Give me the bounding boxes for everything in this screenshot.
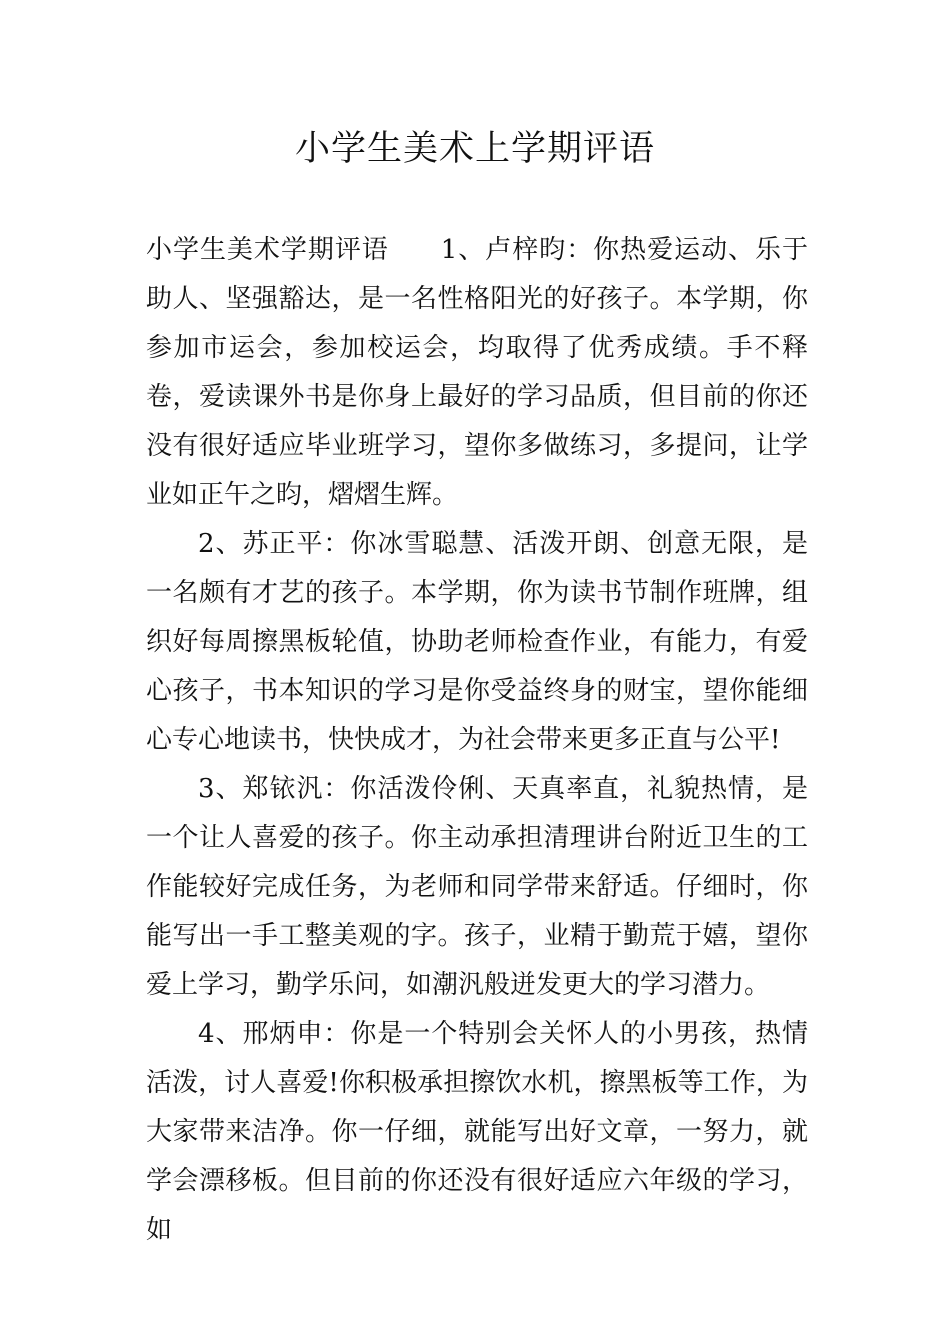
paragraph-1 xyxy=(146,226,808,520)
document-title: 小学生美术上学期评语 xyxy=(294,129,655,169)
paragraph-3: 3、郑铱汎：你活泼伶俐、天真率直，礼貌热情，是一个让人喜爱的孩子。你主动承担清理讲台附近卫生的工作能较好完成任务，为老师和同学带来舒适。仔细时，你能写出一手工整美观的字。孩子，业精于勤荒于嬉，望你爱上学习，勤学乐问，如潮汎般迸发更大的学习潜力。 xyxy=(146,774,808,1000)
paragraph-2: 2、苏正平：你冰雪聪慧、活泼开朗、创意无限，是一名颇有才艺的孩子。本学期，你为读书节制作班牌，组织好每周擦黑板轮值，协助老师检查作业，有能力，有爱心孩子，书本知识的学习是你受益终身的财宝，望你能细心专心地读书，快快成才，为社会带来更多正直与公平! xyxy=(146,529,808,755)
comment-text-1: 1、卢梓昀：你热爱运动、乐于助人、坚强豁达，是一名性格阳光的好孩子。本学期，你参加市运会，参加校运会，均取得了优秀成绩。手不释卷，爱读课外书是你身上最好的学习品质，但目前的你还没有很好适应毕业班学习，望你多做练习，多提问，让学业如正午之昀，熠熠生辉。 xyxy=(146,235,808,510)
document-body xyxy=(146,226,808,1255)
intro-label: 小学生美术学期评语 xyxy=(146,235,389,265)
paragraph-4: 4、邢炳申：你是一个特别会关怀人的小男孩，热情活泼，讨人喜爱!你积极承担擦饮水机，擦黑板等工作，为大家带来洁净。你一仔细，就能写出好文章，一努力，就学会漂移板。但目前的你还没有很好适应六年级的学习，如 xyxy=(146,1019,808,1245)
